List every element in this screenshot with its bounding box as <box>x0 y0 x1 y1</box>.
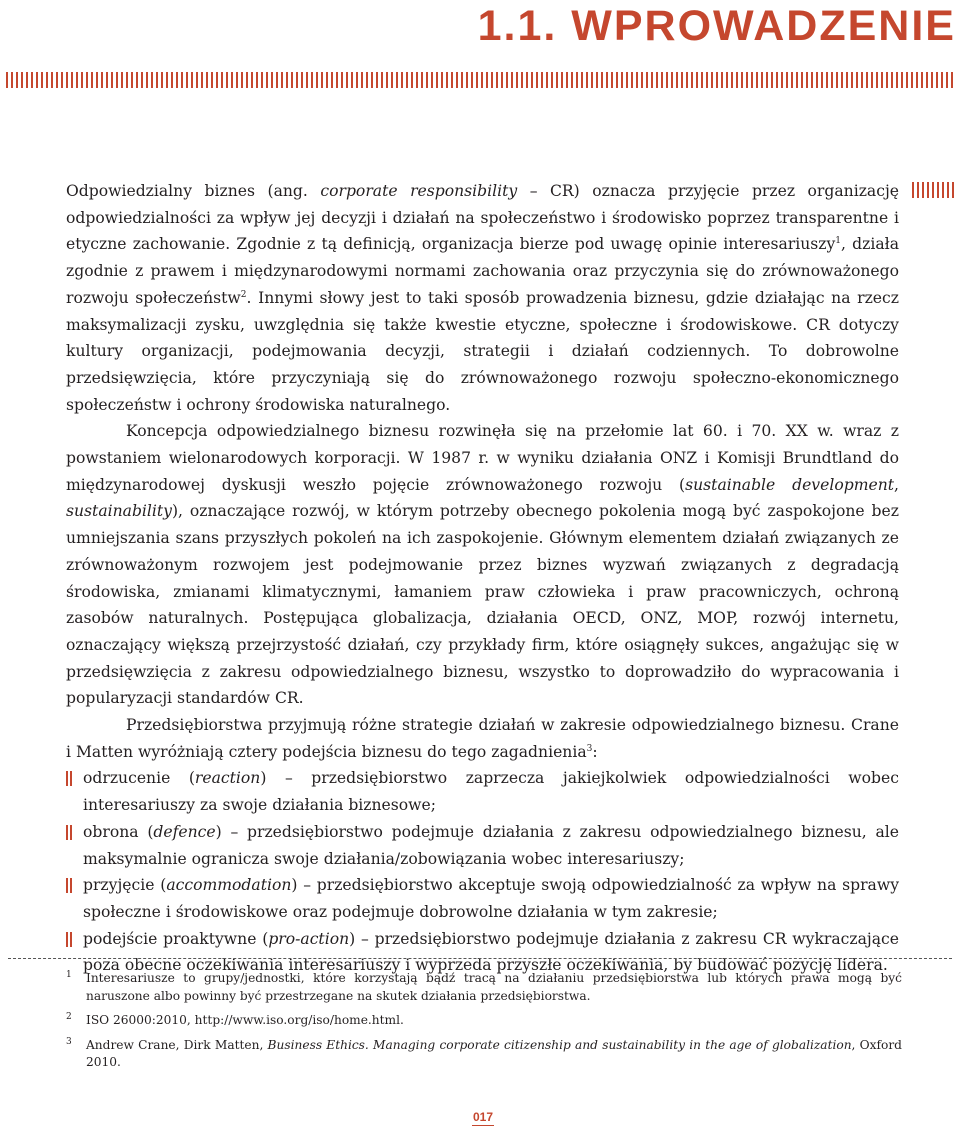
footnote-3: 3 Andrew Crane, Dirk Matten, Business Ethics. Managing corporate citizenship and sustainability in the age of globalization, Oxford 2010. <box>66 1036 902 1069</box>
approaches-list <box>66 765 899 979</box>
page-title: 1.1. WPROWADZENIE <box>477 2 956 50</box>
bullet-bar-icon <box>66 771 72 786</box>
bullet-bar-icon <box>66 878 72 893</box>
footnote-2: 2 ISO 26000:2010, http://www.iso.org/iso/home.html. <box>66 1012 404 1027</box>
bullet-bar-icon <box>66 825 72 840</box>
main-text <box>66 178 899 979</box>
bullet-bar-icon <box>66 932 72 947</box>
paragraph-2: Koncepcja odpowiedzialnego biznesu rozwinęła się na przełomie lat 60. i 70. XX w. wraz z powstaniem wielonarodowych korporacji. W 1987 r. w wyniku działania ONZ i Komisji Brundtland do międzynarodowej dyskusji weszło pojęcie zrównoważonego rozwoju (sustainable development, sustainability), oznaczające rozwój, w którym potrzeby obecnego pokolenia mogą być zaspokojone bez umniejszania szans przyszłych pokoleń na ich zaspokojenie. Głównym elementem działań związanych ze zrównoważonym rozwojem jest podejmowanie przez biznes wyzwań związanych z degradacją środowiska, zmianami klimatycznymi, łamaniem praw człowieka i praw pracowniczych, ochroną zasobów naturalnych. Postępująca globalizacja, działania OECD, ONZ, MOP, rozwój internetu, oznaczający większą przejrzystość działań, czy przykłady firm, które osiągnęły sukces, angażując się w przedsięwzięcia z zakresu odpowiedzialnego biznesu, wszystko to doprowadziło do wypracowania i popularyzacji standardów CR. <box>66 422 899 708</box>
list-item: przyjęcie (accommodation) – przedsiębiorstwo akceptuje swoją odpowiedzialność za wpływ na sprawy społeczne i środowiskowe oraz podejmuje dobrowolne działania w tym zakresie; <box>66 872 899 925</box>
decorative-side-mark <box>912 182 956 198</box>
decorative-hatch-rule <box>6 72 954 88</box>
footnote-1: 1 Interesariusze to grupy/jednostki, które korzystają bądź tracą na działaniu przedsiębiorstwa lub których prawa mogą być naruszone albo powinny być przestrzegane na skutek działania przedsiębiorstwa. <box>66 970 902 1003</box>
footnote-ref-1[interactable]: 1 <box>835 236 842 247</box>
footnote-ref-3[interactable]: 3 <box>586 743 593 754</box>
list-item: podejście proaktywne (pro-action) – przedsiębiorstwo podejmuje działania z zakresu CR wykraczające poza obecne oczekiwania interesariuszy i wyprzeda przyszłe oczekiwania, by budować pozycję lidera. <box>66 926 899 979</box>
paragraph-1: Odpowiedzialny biznes (ang. corporate responsibility – CR) oznacza przyjęcie przez organizację odpowiedzialności za wpływ jej decyzji i działań na społeczeństwo i środowisko poprzez transparentne i etyczne zachowanie. Zgodnie z tą definicją, organizacja bierze pod uwagę opinie interesariuszy$^1$, działa zgodnie z prawem i międzynarodowymi normami zachowania oraz przyczynia się do zrównoważonego rozwoju społeczeństw$^2$. Innymi słowy jest to taki sposób prowadzenia biznesu, gdzie działając na rzecz maksymalizacji zysku, uwzględnia się także kwestie etyczne, społeczne i środowiskowe. CR dotyczy kultury organizacji, podejmowania decyzji, strategii i działań codziennych. To dobrowolne przedsięwzięcia, które przyczyniają się do zrównoważonego rozwoju społeczno-ekonomicznego społeczeństw i ochrony środowiska naturalnego. <box>66 182 900 414</box>
paragraph-3: Przedsiębiorstwa przyjmują różne strategie działań w zakresie odpowiedzialnego biznesu. Crane i Matten wyróżniają cztery podejścia biznesu do tego zagadnienia$^3$: <box>66 716 899 761</box>
footnote-ref-2[interactable]: 2 <box>240 289 247 300</box>
footnotes <box>66 970 902 1079</box>
list-item: odrzucenie (reaction) – przedsiębiorstwo zaprzecza jakiejkolwiek odpowiedzialności wobec interesariuszy za swoje działania biznesowe; <box>66 765 899 818</box>
list-item: obrona (defence) – przedsiębiorstwo podejmuje działania z zakresu odpowiedzialnego biznesu, ale maksymalnie ogranicza swoje działania/zobowiązania wobec interesariuszy; <box>66 819 899 872</box>
page-number: 017 <box>473 1110 494 1124</box>
footnote-divider <box>8 958 952 959</box>
